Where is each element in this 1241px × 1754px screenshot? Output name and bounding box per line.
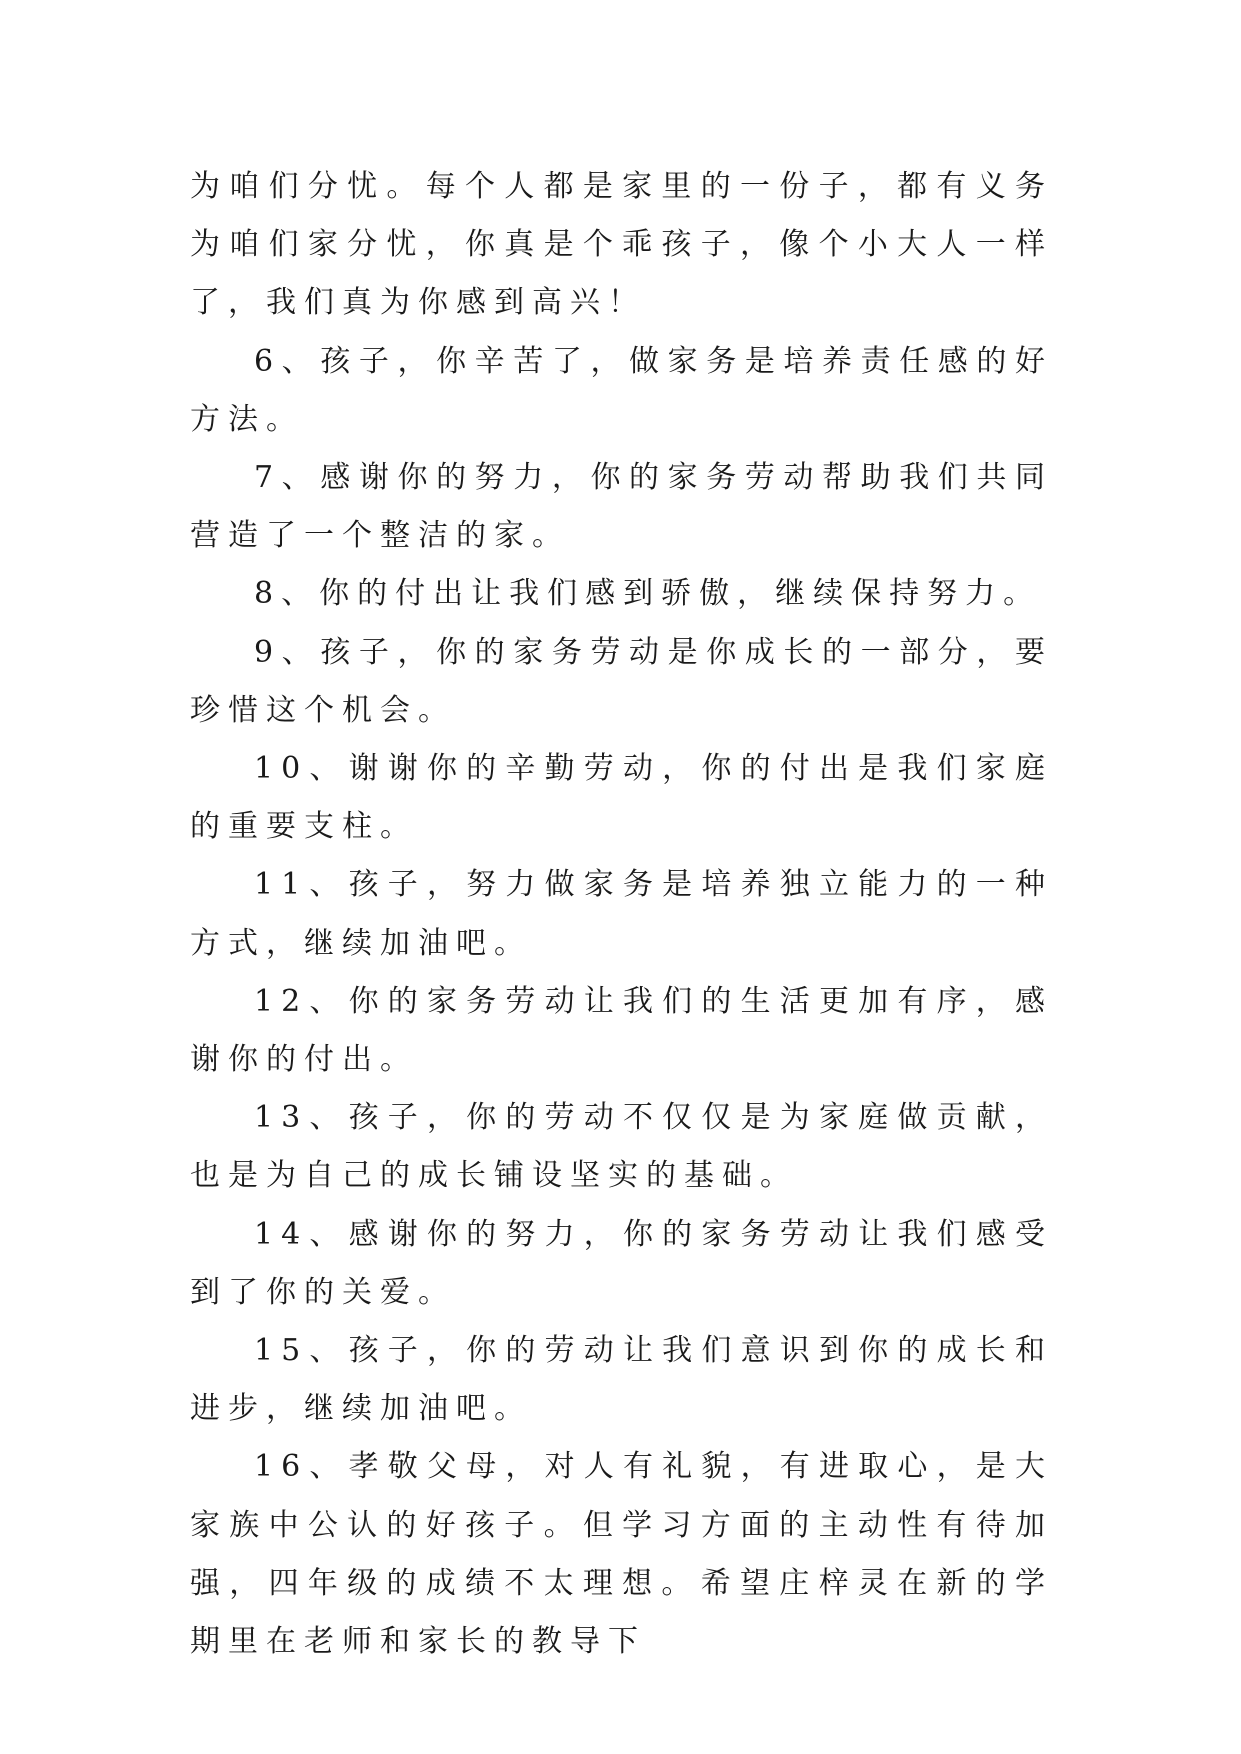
paragraph-item-9: 9、孩子，你的家务劳动是你成长的一部分，要珍惜这个机会。 (190, 634, 1053, 728)
paragraph-item-8: 8、你的付出让我们感到骄傲，继续保持努力。 (254, 576, 1042, 612)
paragraph-item-13: 13、孩子，你的劳动不仅仅是为家庭做贡献，也是为自己的成长铺设坚实的基础。 (190, 1100, 1053, 1194)
paragraph-continuation: 为咱们分忧。每个人都是家里的一份子，都有义务为咱们家分忧，你真是个乖孩子，像个小大人一样了，我们真为你感到高兴！ (190, 169, 1053, 321)
paragraph-item-11: 11、孩子，努力做家务是培养独立能力的一种方式，继续加油吧。 (190, 867, 1053, 961)
paragraph-item-12: 12、你的家务劳动让我们的生活更加有序，感谢你的付出。 (190, 983, 1053, 1078)
paragraph-item-16: 16、孝敬父母，对人有礼貌，有进取心，是大家族中公认的好孩子。但学习方面的主动性有待加强，四年级的成绩不太理想。希望庄梓灵在新的学期里在老师和家长的教导下 (190, 1449, 1053, 1660)
paragraph-item-6: 6、孩子，你辛苦了，做家务是培养责任感的好方法。 (190, 343, 1053, 437)
paragraph-item-10: 10、谢谢你的辛勤劳动，你的付出是我们家庭的重要支柱。 (190, 751, 1053, 845)
paragraph-item-14: 14、感谢你的努力，你的家务劳动让我们感受到了你的关爱。 (190, 1216, 1053, 1310)
paragraph-item-7: 7、感谢你的努力，你的家务劳动帮助我们共同营造了一个整洁的家。 (190, 460, 1053, 554)
document-body (190, 158, 1053, 1671)
paragraph-item-15: 15、孩子，你的劳动让我们意识到你的成长和进步，继续加油吧。 (190, 1333, 1053, 1427)
